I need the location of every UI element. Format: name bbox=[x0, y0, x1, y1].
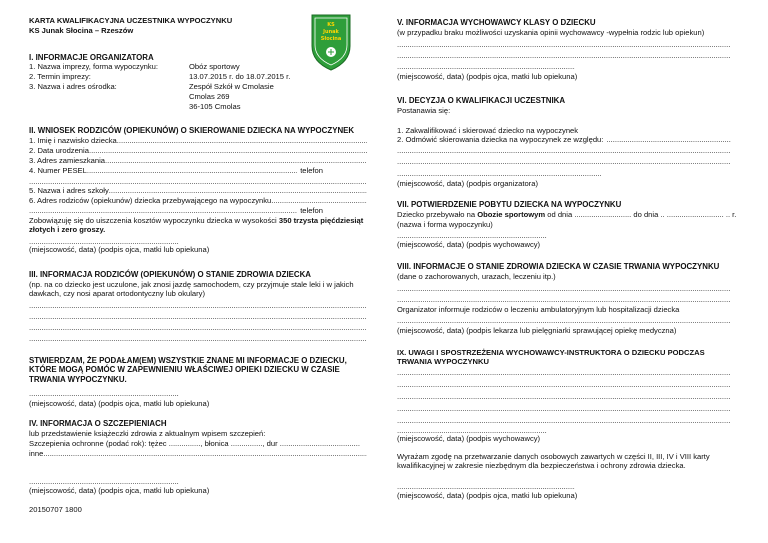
vaccination-field[interactable]: Szczepienia ochronne (podać rok): tężec ..............., błonica ..............., dur ...................................... bbox=[29, 439, 360, 448]
camp-type: Obozie sportowym bbox=[477, 210, 546, 219]
health-line-3[interactable] bbox=[29, 323, 367, 332]
s6-signature-caption: (miejscowość, data) (podpis organizatora) bbox=[397, 179, 538, 188]
signature-line[interactable] bbox=[397, 62, 575, 71]
declaration-signature-caption: (miejscowość, data) (podpis ojca, matki lub opiekuna) bbox=[29, 399, 210, 408]
s5-signature-caption: (miejscowość, data) (podpis ojca, matki lub opiekuna) bbox=[397, 72, 578, 81]
s1-label-2: 2. Termin imprezy: bbox=[29, 72, 91, 81]
health-line-2[interactable] bbox=[29, 312, 367, 321]
teacher-line-2[interactable] bbox=[397, 51, 731, 60]
field-label: 5. Nazwa i adres szkoły bbox=[29, 186, 109, 195]
field-label: 2. Data urodzenia bbox=[29, 146, 89, 155]
section-8-heading: VIII. INFORMACJE O STANIE ZDROWIA DZIECKA W CZASIE TRWANIA WYPOCZYNKU bbox=[397, 262, 720, 271]
health-line-1[interactable] bbox=[29, 301, 367, 310]
refusal-line-3[interactable] bbox=[397, 157, 731, 166]
s7-line-2: (nazwa i forma wypoczynku) bbox=[397, 220, 493, 229]
signature-line[interactable] bbox=[397, 231, 547, 240]
s9-signature-caption-2: (miejscowość, data) (podpis ojca, matki lub opiekuna) bbox=[397, 491, 578, 500]
address-field[interactable] bbox=[29, 156, 367, 165]
diphtheria-label: błonica bbox=[204, 439, 229, 448]
field-label: inne bbox=[29, 449, 44, 458]
s9-signature-caption: (miejscowość, data) (podpis wychowawcy) bbox=[397, 434, 541, 443]
parents-address-field[interactable] bbox=[29, 196, 367, 205]
health-during-line-1[interactable] bbox=[397, 284, 731, 293]
field-label: 6. Adres rodziców (opiekunów) dziecka przebywającego na wypoczynku bbox=[29, 196, 272, 205]
s4-line-1: lub przedstawienie książeczki zdrowia z aktualnym wpisem szczepień: bbox=[29, 429, 266, 438]
remarks-line-2[interactable] bbox=[397, 380, 731, 389]
parents-phone-field[interactable] bbox=[29, 206, 367, 215]
s8-signature-caption: (miejscowość, data) (podpis lekarza lub pielęgniarki sprawującej opiekę medyczna) bbox=[397, 326, 677, 335]
s1-value-4: Cmolas 269 bbox=[189, 92, 230, 101]
pesel-field[interactable] bbox=[29, 166, 367, 175]
to-label: do dnia .. bbox=[633, 210, 665, 219]
s8-subtitle: (dane o zachorowanych, urazach, leczeniu itp.) bbox=[397, 272, 556, 281]
club-logo bbox=[309, 12, 353, 72]
s3-description: (np. na co dziecko jest uczulone, jak znosi jazdę samochodem, czy przyjmuje stale leki i w jakich dawkach, czy nosi aparat ortodontyczny lub okulary) bbox=[29, 280, 354, 299]
field-label: 3. Adres zamieszkania bbox=[29, 156, 105, 165]
section-2-heading: II. WNIOSEK RODZICÓW (OPIEKUNÓW) O SKIEROWANIE DZIECKA NA WYPOCZYNEK bbox=[29, 126, 355, 135]
s1-label-3: 3. Nazwa i adres ośrodka: bbox=[29, 82, 117, 91]
svg-text:KS: KS bbox=[327, 22, 335, 28]
club-shield-icon bbox=[309, 12, 353, 72]
s1-value-5: 36-105 Cmolas bbox=[189, 102, 241, 111]
section-1-heading: I. INFORMACJE ORGANIZATORA bbox=[29, 53, 154, 62]
remarks-line-1[interactable] bbox=[397, 368, 731, 377]
school-field[interactable] bbox=[29, 186, 367, 195]
cost-commitment: Zobowiązuję się do uiszczenia kosztów wypoczynku dziecka w wysokości 350 trzysta pięćdziesiąt złotych i zero groszy. bbox=[29, 216, 364, 235]
phone-label: telefon bbox=[300, 166, 323, 175]
health-line-4[interactable] bbox=[29, 334, 367, 343]
health-during-line-3[interactable] bbox=[397, 316, 731, 325]
remarks-line-3[interactable] bbox=[397, 392, 731, 401]
s5-subtitle: (w przypadku braku możliwości uzyskania opinii wychowawcy -wypełnia rodzic lub opiekun) bbox=[397, 28, 705, 37]
signature-line[interactable] bbox=[397, 169, 602, 178]
svg-text:Słocina: Słocina bbox=[320, 36, 342, 42]
year-suffix: .. r. bbox=[725, 210, 737, 219]
section-9-heading: IX. UWAGI I SPOSTRZEŻENIA WYCHOWAWCY-INSTRUKTORA O DZIECKU PODCZAS TRWANIA WYPOCZYNKU bbox=[397, 348, 705, 367]
birth-date-field[interactable] bbox=[29, 146, 367, 155]
section-5-heading: V. INFORMACJA WYCHOWAWCY KLASY O DZIECKU bbox=[397, 18, 596, 27]
section-6-heading: VI. DECYZJA O KWALIFIKACJI UCZESTNIKA bbox=[397, 96, 566, 105]
s2-signature-caption: (miejscowość, data) (podpis ojca, matki lub opiekuna) bbox=[29, 245, 210, 254]
stay-label: Dziecko przebywało na bbox=[397, 210, 476, 219]
health-during-line-2[interactable] bbox=[397, 295, 731, 304]
phone-label: telefon bbox=[300, 206, 323, 215]
field-label: 2. Odmówić skierowania dziecka na wypoczynek ze względu: bbox=[397, 135, 604, 144]
svg-text:Junak: Junak bbox=[323, 29, 339, 35]
s1-label-1: 1. Nazwa imprezy, forma wypoczynku: bbox=[29, 62, 158, 71]
s1-value-1: Obóz sportowy bbox=[189, 62, 240, 71]
section-3-heading: III. INFORMACJA RODZICÓW (OPIEKUNÓW) O STANIE ZDROWIA DZIECKA bbox=[29, 270, 312, 279]
from-label: od dnia bbox=[547, 210, 573, 219]
child-name-field[interactable] bbox=[29, 136, 367, 145]
remarks-line-4[interactable] bbox=[397, 404, 731, 413]
declaration-text: STWIERDZAM, ŻE PODAŁAM(EM) WSZYSTKIE ZNANE MI INFORMACJE O DZIECKU, KTÓRE MOGĄ POMÓC W ZAPEWNIENIU WŁAŚCIWEJ OPIEKI DZIECKU W CZASIE TRWANIA WYPOCZYNKU. bbox=[29, 356, 347, 384]
form-title: KARTA KWALIFIKACYJNA UCZESTNIKA WYPOCZYNKU bbox=[29, 16, 233, 25]
s6-subtitle: Postanawia się: bbox=[397, 106, 451, 115]
signature-line[interactable] bbox=[397, 482, 575, 491]
refusal-reason-field[interactable] bbox=[397, 135, 731, 144]
data-consent: Wyrażam zgodę na przetwarzanie danych osobowych zawartych w części II, III, IV i VIII karty kwalifikacyjnej w zakresie niezbędnym dla bezpieczeństwa i ochrony zdrowia dziecka. bbox=[397, 452, 710, 471]
stay-confirmation-field[interactable]: Dziecko przebywało na Obozie sportowym od dnia ........................... do dnia .. ........................... .. r. bbox=[397, 210, 737, 219]
s1-value-2: 13.07.2015 r. do 18.07.2015 r. bbox=[189, 72, 291, 81]
s6-option-1: 1. Zakwalifikować i skierować dziecko na wypoczynek bbox=[397, 126, 579, 135]
field-label: 1. Imię i nazwisko dziecka bbox=[29, 136, 117, 145]
section-7-heading: VII. POTWIERDZENIE POBYTU DZIECKA NA WYPOCZYNKU bbox=[397, 200, 622, 209]
remarks-line-5[interactable] bbox=[397, 416, 731, 425]
typhoid-label: dur bbox=[266, 439, 278, 448]
field-label: 4. Numer PESEL bbox=[29, 166, 87, 175]
teacher-line-1[interactable] bbox=[397, 40, 731, 49]
extra-line[interactable] bbox=[29, 177, 367, 186]
signature-line[interactable] bbox=[29, 477, 179, 486]
other-vaccinations-field[interactable] bbox=[29, 449, 367, 458]
signature-line[interactable] bbox=[29, 389, 179, 398]
s8-inform: Organizator informuje rodziców o leczeniu ambulatoryjnym lub hospitalizacji dziecka bbox=[397, 305, 680, 314]
refusal-line-2[interactable] bbox=[397, 146, 731, 155]
tetanus-label: Szczepienia ochronne (podać rok): tężec bbox=[29, 439, 167, 448]
s7-signature-caption: (miejscowość, data) (podpis wychowawcy) bbox=[397, 240, 541, 249]
footer-code: 20150707 1800 bbox=[29, 505, 82, 514]
s4-signature-caption: (miejscowość, data) (podpis ojca, matki lub opiekuna) bbox=[29, 486, 210, 495]
organizer-name: KS Junak Słocina – Rzeszów bbox=[29, 26, 134, 35]
s1-value-3: Zespół Szkół w Cmolasie bbox=[189, 82, 274, 91]
section-4-heading: IV. INFORMACJA O SZCZEPIENIACH bbox=[29, 419, 167, 428]
